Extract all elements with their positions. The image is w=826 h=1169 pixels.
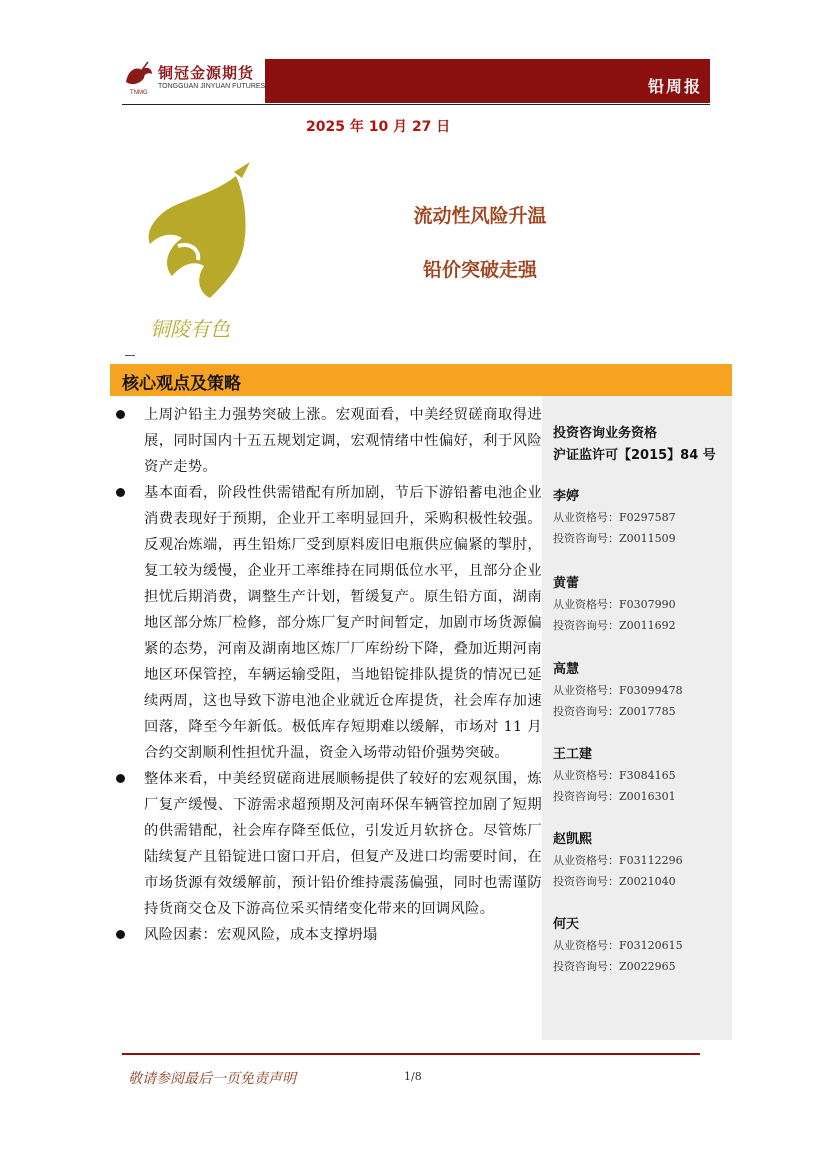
brand-name-cn: 铜冠金源期货 [158,64,255,82]
core-viewpoints-list [112,402,542,948]
analyst-card [553,745,723,807]
bullet-icon [116,488,125,497]
bullet-icon [116,410,125,419]
bullet-icon [116,930,125,939]
list-item [112,766,542,922]
logo-caption: 铜陵有色 [150,317,230,341]
viewpoint-text: 上周沪铅主力强势突破上涨。宏观面看，中美经贸磋商取得进展，同时国内十五五规划定调，宏观情绪中性偏好，利于风险资产走势。 [144,407,542,475]
analyst-name: 李婷 [553,489,580,504]
list-item [112,480,542,766]
viewpoint-text: 整体来看，中美经贸磋商进展顺畅提供了较好的宏观氛围，炼厂复产缓慢、下游需求超预期及河南环保车辆管控加剧了短期的供需错配，社会库存降至低位，引发近月软挤仓。尽管炼厂陆续复产且铅锭进口窗口开启，但复产及进口均需要时间，在市场货源有效缓解前，预计铅价维持震荡偏强，同时也需谨防持货商交仓及下游高位采买情绪变化带来的回调风险。 [144,771,542,917]
license-number: 沪证监许可【2015】84 号 [553,448,716,463]
analyst-card [553,660,723,722]
section-title: 核心观点及策略 [122,374,241,394]
consult-license: 投资咨询号：Z0022965 [553,960,676,973]
practice-license: 从业资格号：F3084165 [553,769,676,782]
practice-license: 从业资格号：F03120615 [553,939,683,952]
analyst-name: 何天 [553,917,580,932]
list-item [112,922,542,948]
analyst-name: 王工建 [553,747,593,762]
bullet-icon [116,774,125,783]
section-header-bar [110,364,732,396]
viewpoint-text: 基本面看，阶段性供需错配有所加剧，节后下游铅蓄电池企业消费表现好于预期，企业开工率明显回升，采购积极性较强。反观冶炼端，再生铅炼厂受到原料废旧电瓶供应偏紧的掣肘，复工较为缓慢，企业开工率维持在同期低位水平，且部分企业担忧后期消费，调整生产计划，暂缓复产。原生铅方面，湖南地区部分炼厂检修，部分炼厂复产时间暂定，加剧市场货源偏紧的态势，河南及湖南地区炼厂厂库纷纷下降，叠加近期河南地区环保管控，车辆运输受阻，当地铅锭排队提货的情况已延续两周，这也导致下游电池企业就近仓库提货，社会库存加速回落，降至今年新低。极低库存短期难以缓解，市场对 11 月合约交割顺利性担忧升温，资金入场带动铅价强势突破。 [144,485,542,761]
disclaimer-link: 敬请参阅最后一页免责声明 [128,1071,296,1087]
analyst-card [553,487,723,549]
practice-license: 从业资格号：F03112296 [553,854,683,867]
consult-license: 投资咨询号：Z0021040 [553,875,676,888]
header-divider [122,104,710,105]
qualification-block [553,423,716,467]
analyst-card [553,574,723,636]
practice-license: 从业资格号：F03099478 [553,684,683,697]
analyst-card [553,915,723,977]
brand-name-en: TONGGUAN JINYUAN FUTURES [158,83,266,90]
analyst-card [553,830,723,892]
tongling-nonferrous-logo [138,160,268,350]
report-title-line-2: 铅价突破走强 [422,259,537,281]
list-item [112,402,542,480]
ram-logo-icon [122,60,156,90]
report-date: 2025 年 10 月 27 日 [306,119,451,135]
footer-divider [122,1053,700,1055]
header-bar [265,59,710,103]
risk-factors-text: 风险因素：宏观风险，成本支撑坍塌 [144,927,378,943]
consult-license: 投资咨询号：Z0011692 [553,619,676,632]
brand-abbrev: TNMG [130,90,148,96]
analyst-name: 高慧 [553,662,580,677]
analyst-name: 黄蕾 [553,576,580,591]
analyst-name: 赵凯熙 [553,832,593,847]
consult-license: 投资咨询号：Z0011509 [553,532,676,545]
consult-license: 投资咨询号：Z0017785 [553,705,676,718]
practice-license: 从业资格号：F0297587 [553,511,676,524]
qualification-title: 投资咨询业务资格 [553,426,658,441]
page-number: 1/8 [404,1070,422,1083]
report-type: 铅周报 [647,77,702,96]
analyst-sidebar [542,396,732,1040]
report-title-line-1: 流动性风险升温 [413,205,547,227]
section-dash [125,355,135,356]
practice-license: 从业资格号：F0307990 [553,598,676,611]
company-logo [122,56,267,100]
consult-license: 投资咨询号：Z0016301 [553,790,676,803]
